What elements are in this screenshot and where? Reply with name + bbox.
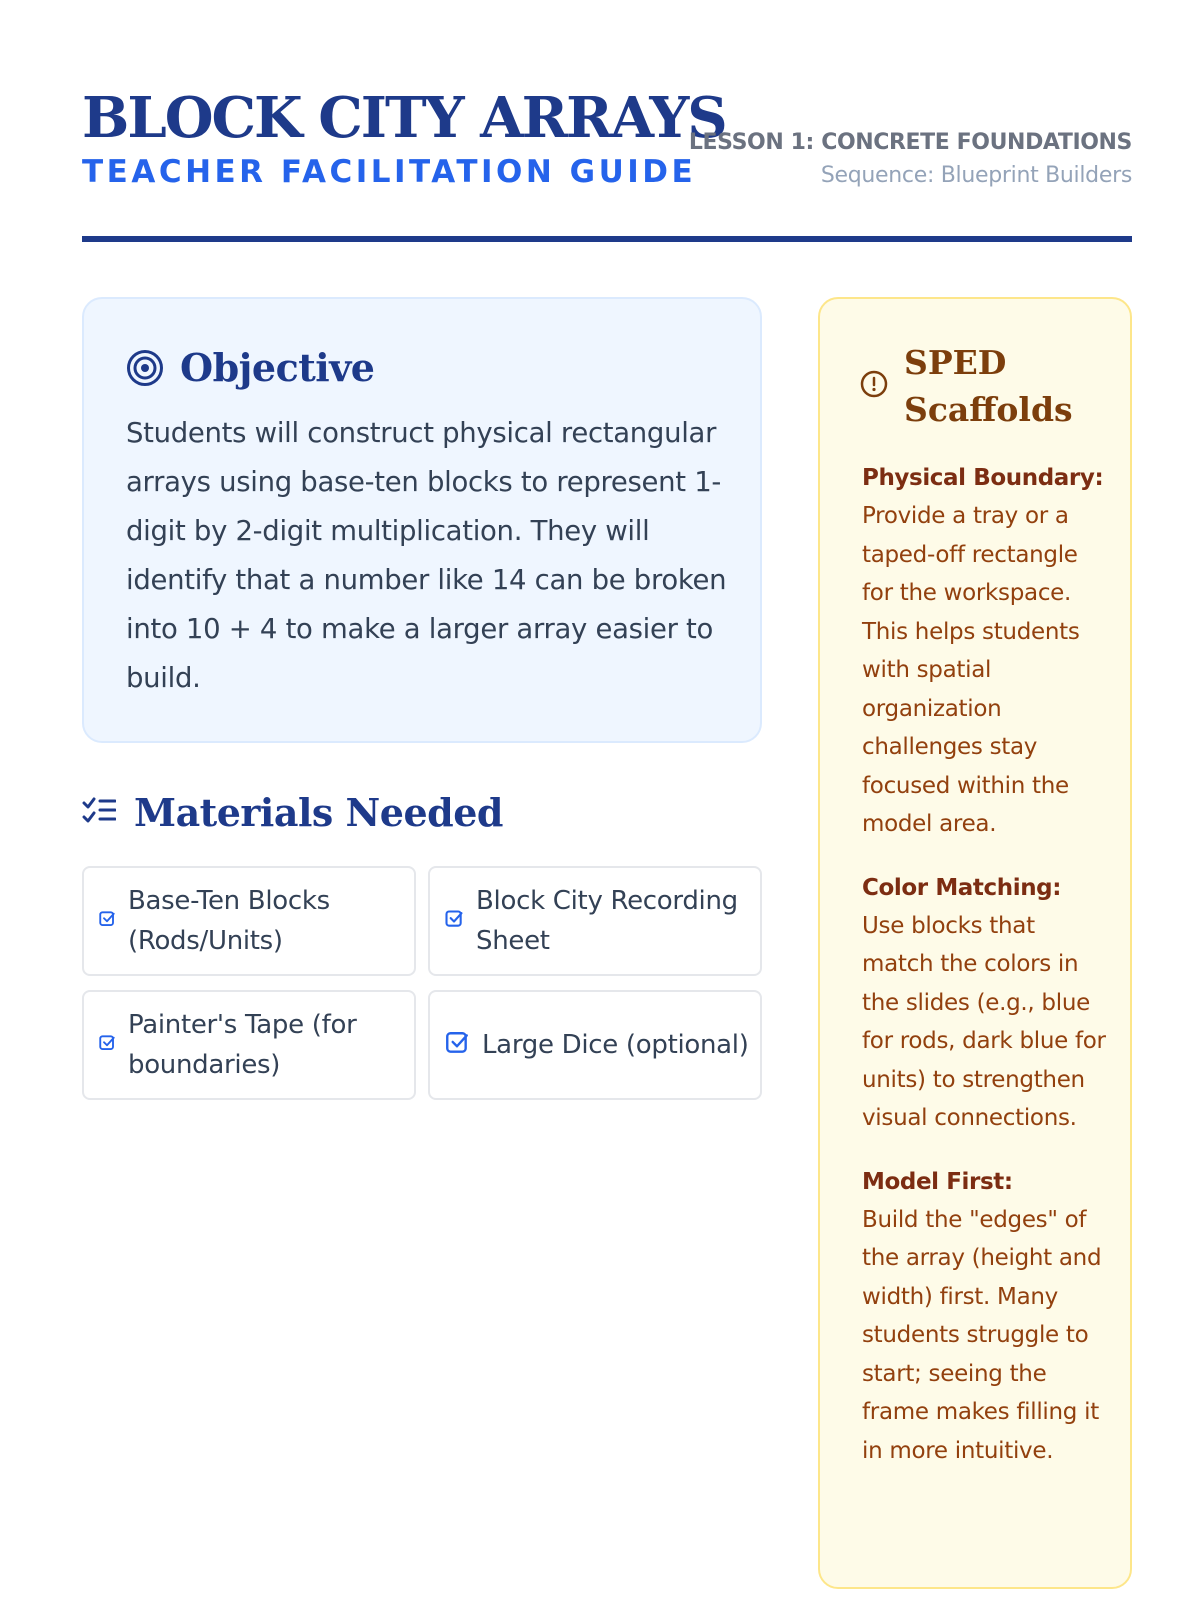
objective-header xyxy=(126,343,374,393)
lesson-meta xyxy=(689,128,1132,194)
scaffold-item xyxy=(862,869,1112,1138)
checklist-icon xyxy=(82,796,116,831)
objective-text: Students will construct physical rectangular arrays using base-ten blocks to represent 1-digit by 2-digit multiplication. They will identify that a number like 14 can be broken into 10 + 4 to make a larger array easier to build. xyxy=(126,417,727,694)
material-label: Base-Ten Blocks (Rods/Units) xyxy=(128,886,330,956)
page-subtitle: TEACHER FACILITATION GUIDE xyxy=(82,154,697,190)
material-item xyxy=(82,990,416,1100)
material-label: Block City Recording Sheet xyxy=(476,886,738,956)
sequence-label: Sequence: Blueprint Builders xyxy=(820,163,1132,188)
sped-scaffolds-card xyxy=(818,297,1132,1589)
scaffold-text: Provide a tray or a taped-off rectangle for the workspace. This helps students with spatial organization challenges stay focused within the model area. xyxy=(862,503,1080,837)
materials-header xyxy=(82,785,503,841)
objective-card xyxy=(82,297,762,743)
material-label: Large Dice (optional) xyxy=(482,1030,749,1060)
target-icon xyxy=(126,349,164,387)
material-label: Painter's Tape (for boundaries) xyxy=(128,1010,357,1080)
checkbox-checked-icon xyxy=(98,1034,116,1057)
sped-heading: SPED Scaffolds xyxy=(904,343,1073,429)
material-item xyxy=(82,866,416,976)
materials-heading: Materials Needed xyxy=(134,790,503,835)
header-divider xyxy=(82,236,1132,242)
sped-header xyxy=(860,339,1104,433)
alert-circle-icon xyxy=(860,370,888,403)
scaffold-name: Physical Boundary: xyxy=(862,465,1104,491)
scaffold-item xyxy=(862,1163,1112,1471)
scaffold-text: Build the "edges" of the array (height and width) first. Many students struggle to start; seeing the frame makes filling it in more intuitive. xyxy=(862,1206,1102,1464)
page-title: BLOCK CITY ARRAYS xyxy=(82,85,726,151)
material-item xyxy=(428,990,762,1100)
material-item xyxy=(428,866,762,976)
sped-list xyxy=(862,459,1112,1495)
checkbox-checked-icon xyxy=(98,910,116,933)
scaffold-item xyxy=(862,459,1112,844)
checkbox-checked-icon xyxy=(444,909,464,934)
scaffold-name: Color Matching: xyxy=(862,874,1062,901)
lesson-label: LESSON 1: CONCRETE FOUNDATIONS xyxy=(688,130,1132,155)
scaffold-text: Use blocks that match the colors in the slides (e.g., blue for rods, dark blue for units) to strengthen visual connections. xyxy=(862,912,1106,1131)
lesson-page xyxy=(82,0,1132,1600)
objective-heading: Objective xyxy=(180,345,375,390)
scaffold-name: Model First: xyxy=(862,1168,1013,1195)
page-header xyxy=(82,86,1132,246)
checkbox-checked-icon xyxy=(444,1030,470,1061)
